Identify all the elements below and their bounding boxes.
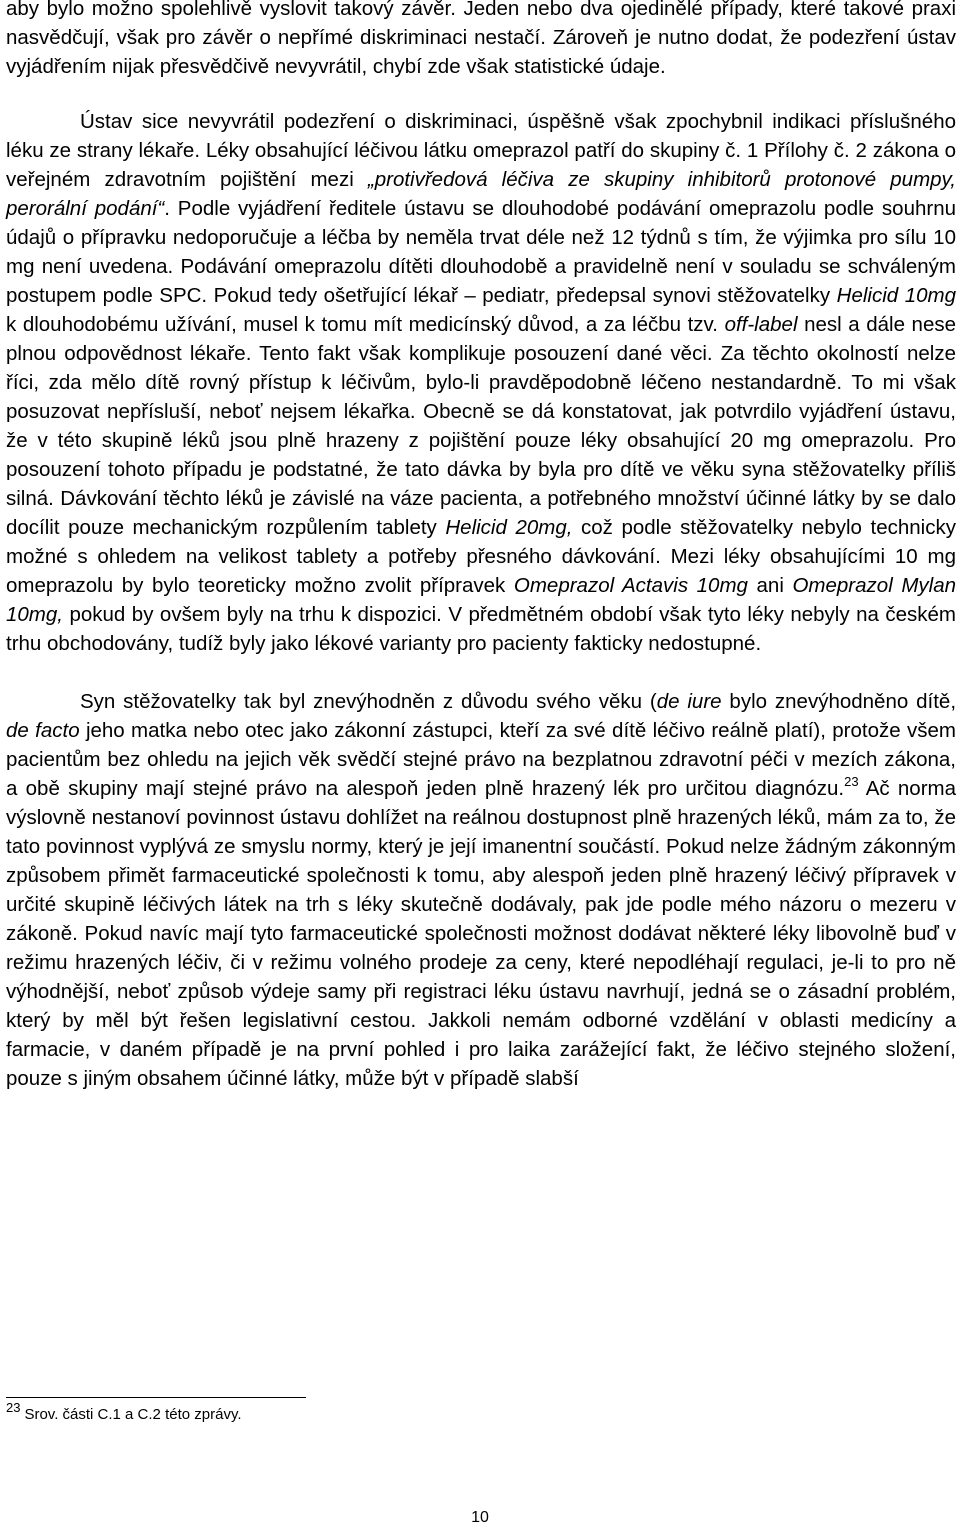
italic-text: „protivředová léčiva ze skupiny inhibitorů protonové pumpy, perorální podání“ (6, 168, 956, 220)
italic-text: de facto (6, 719, 80, 742)
footnote-number: 23 (6, 1400, 21, 1415)
text-run: Syn stěžovatelky tak byl znevýhodněn z důvodu svého věku ( (80, 690, 657, 713)
italic-text: Omeprazol Mylan 10mg, (6, 574, 957, 626)
text-run: aby bylo možno spolehlivě vyslovit takový závěr. Jeden nebo dva ojedinělé případy, které takové praxi nasvědčují, však pro závěr o nepřímé diskriminaci nestačí. Zároveň je nutno dodat, že podezření ústav vyjádřením nijak přesvědčivě nevyvrátil, chybí zde však statistické údaje. (6, 0, 956, 78)
text-run: . Podle vyjádření ředitele ústavu se dlouhodobé podávání omeprazolu podle souhrnu údajů o přípravku nedoporučuje a léčba by neměla trvat déle než 12 týdnů s tím, že výjimka pro sílu 10 mg není uvedena. Podávání omeprazolu dítěti dlouhodobě a pravidelně není v souladu se schváleným postupem podle SPC. Pokud tedy ošetřující lékař – pediatr, předepsal synovi stěžovatelky (6, 197, 956, 307)
footnote-separator (6, 1397, 306, 1398)
paragraph-2 (6, 107, 956, 658)
text-run: k dlouhodobému užívání, musel k tomu mít medicínský důvod, a za léčbu tzv. (6, 313, 725, 336)
text-run: jeho matka nebo otec jako zákonní zástupci, kteří za své dítě léčivo reálně platí), protože všem pacientům bez ohledu na jejich věk svědčí stejné právo na bezplatnou zdravotní péči v mezích zákona, a obě skupiny mají stejné právo na alespoň jeden plně hrazený lék pro určitou diagnózu. (6, 719, 956, 800)
italic-text: Omeprazol Actavis 10mg (513, 574, 748, 597)
footnote (6, 1400, 242, 1425)
italic-text: de iure (656, 690, 722, 713)
text-run: Ač norma výslovně nestanoví povinnost ústavu dohlížet na reálnou dostupnost plně hrazených léků, mám za to, že tato povinnost vyplývá ze smyslu normy, který je její imanentní součástí. Pokud nelze žádným zákonným způsobem přimět farmaceutické společnosti k tomu, aby alespoň jeden plně hrazený léčivý přípravek v určité skupině léčivých látek na trh s léky skutečně dodávaly, pak jde podle mého názoru o mezeru v zákoně. Pokud navíc mají tyto farmaceutické společnosti možnost dodávat některé léky libovolně buď v režimu hrazených léčiv, či v režimu volného prodeje za ceny, které nepodléhají regulaci, je-li to pro ně výhodnější, neboť způsob výdeje samy při registraci léku ústavu navrhují, jedná se o zásadní problém, který by měl být řešen legislativní cestou. Jakkoli nemám odborné vzdělání v oblasti medicíny a farmacie, v daném případě je na první pohled i pro laika zarážející fakt, že léčivo stejného složení, pouze s jiným obsahem účinné látky, může být v případě slabší (6, 777, 957, 1090)
text-run: nesl a dále nese plnou odpovědnost lékaře. Tento fakt však komplikuje posouzení dané věci. Za těchto okolností nelze říci, zda mělo dítě rovný přístup k léčivům, bylo-li pravděpodobně léčeno nestandardně. To mi však posuzovat nepřísluší, neboť nejsem lékařka. Obecně se dá konstatovat, jak potvrdilo vyjádření ústavu, že v této skupině léků jsou plně hrazeny z pojištění pouze léky obsahující 20 mg omeprazolu. Pro posouzení tohoto případu je podstatné, že tato dávka by byla pro dítě ve věku syna stěžovatelky příliš silná. Dávkování těchto léků je závislé na váze pacienta, a potřebného množství účinné látky by se dalo docílit pouze mechanickým rozpůlením tablety (6, 313, 956, 539)
text-run: Ústav sice nevyvrátil podezření o diskriminaci, úspěšně však zpochybnil indikaci příslušného léku ze strany lékaře. Léky obsahující léčivou látku omeprazol patří do skupiny č. 1 Přílohy č. 2 zákona o veřejném zdravotním pojištění mezi (6, 110, 956, 191)
italic-text: Helicid 20mg, (445, 516, 573, 539)
italic-text: off-label (724, 313, 798, 336)
text-run: ani (747, 574, 793, 597)
italic-text: Helicid 10mg (836, 284, 957, 307)
paragraph-1 (6, 0, 956, 81)
text-run: pokud by ovšem byly na trhu k dispozici. V předmětném období však tyto léky nebyly na českém trhu obchodovány, tudíž byly jako lékové varianty pro pacienty fakticky nedostupné. (6, 603, 956, 655)
footnote-reference: 23 (844, 774, 859, 789)
page-number: 10 (471, 1509, 489, 1526)
text-run: což podle stěžovatelky nebylo technicky možné s ohledem na velikost tablety a potřeby přesného dávkování. Mezi léky obsahujícími 10 mg omeprazolu by bylo teoreticky možno zvolit přípravek (6, 516, 956, 597)
document-page (6, 0, 956, 1093)
paragraph-3 (6, 687, 956, 1093)
text-run: bylo znevýhodněno dítě, (721, 690, 957, 713)
footnote-text: Srov. části C.1 a C.2 této zprávy. (24, 1406, 242, 1423)
